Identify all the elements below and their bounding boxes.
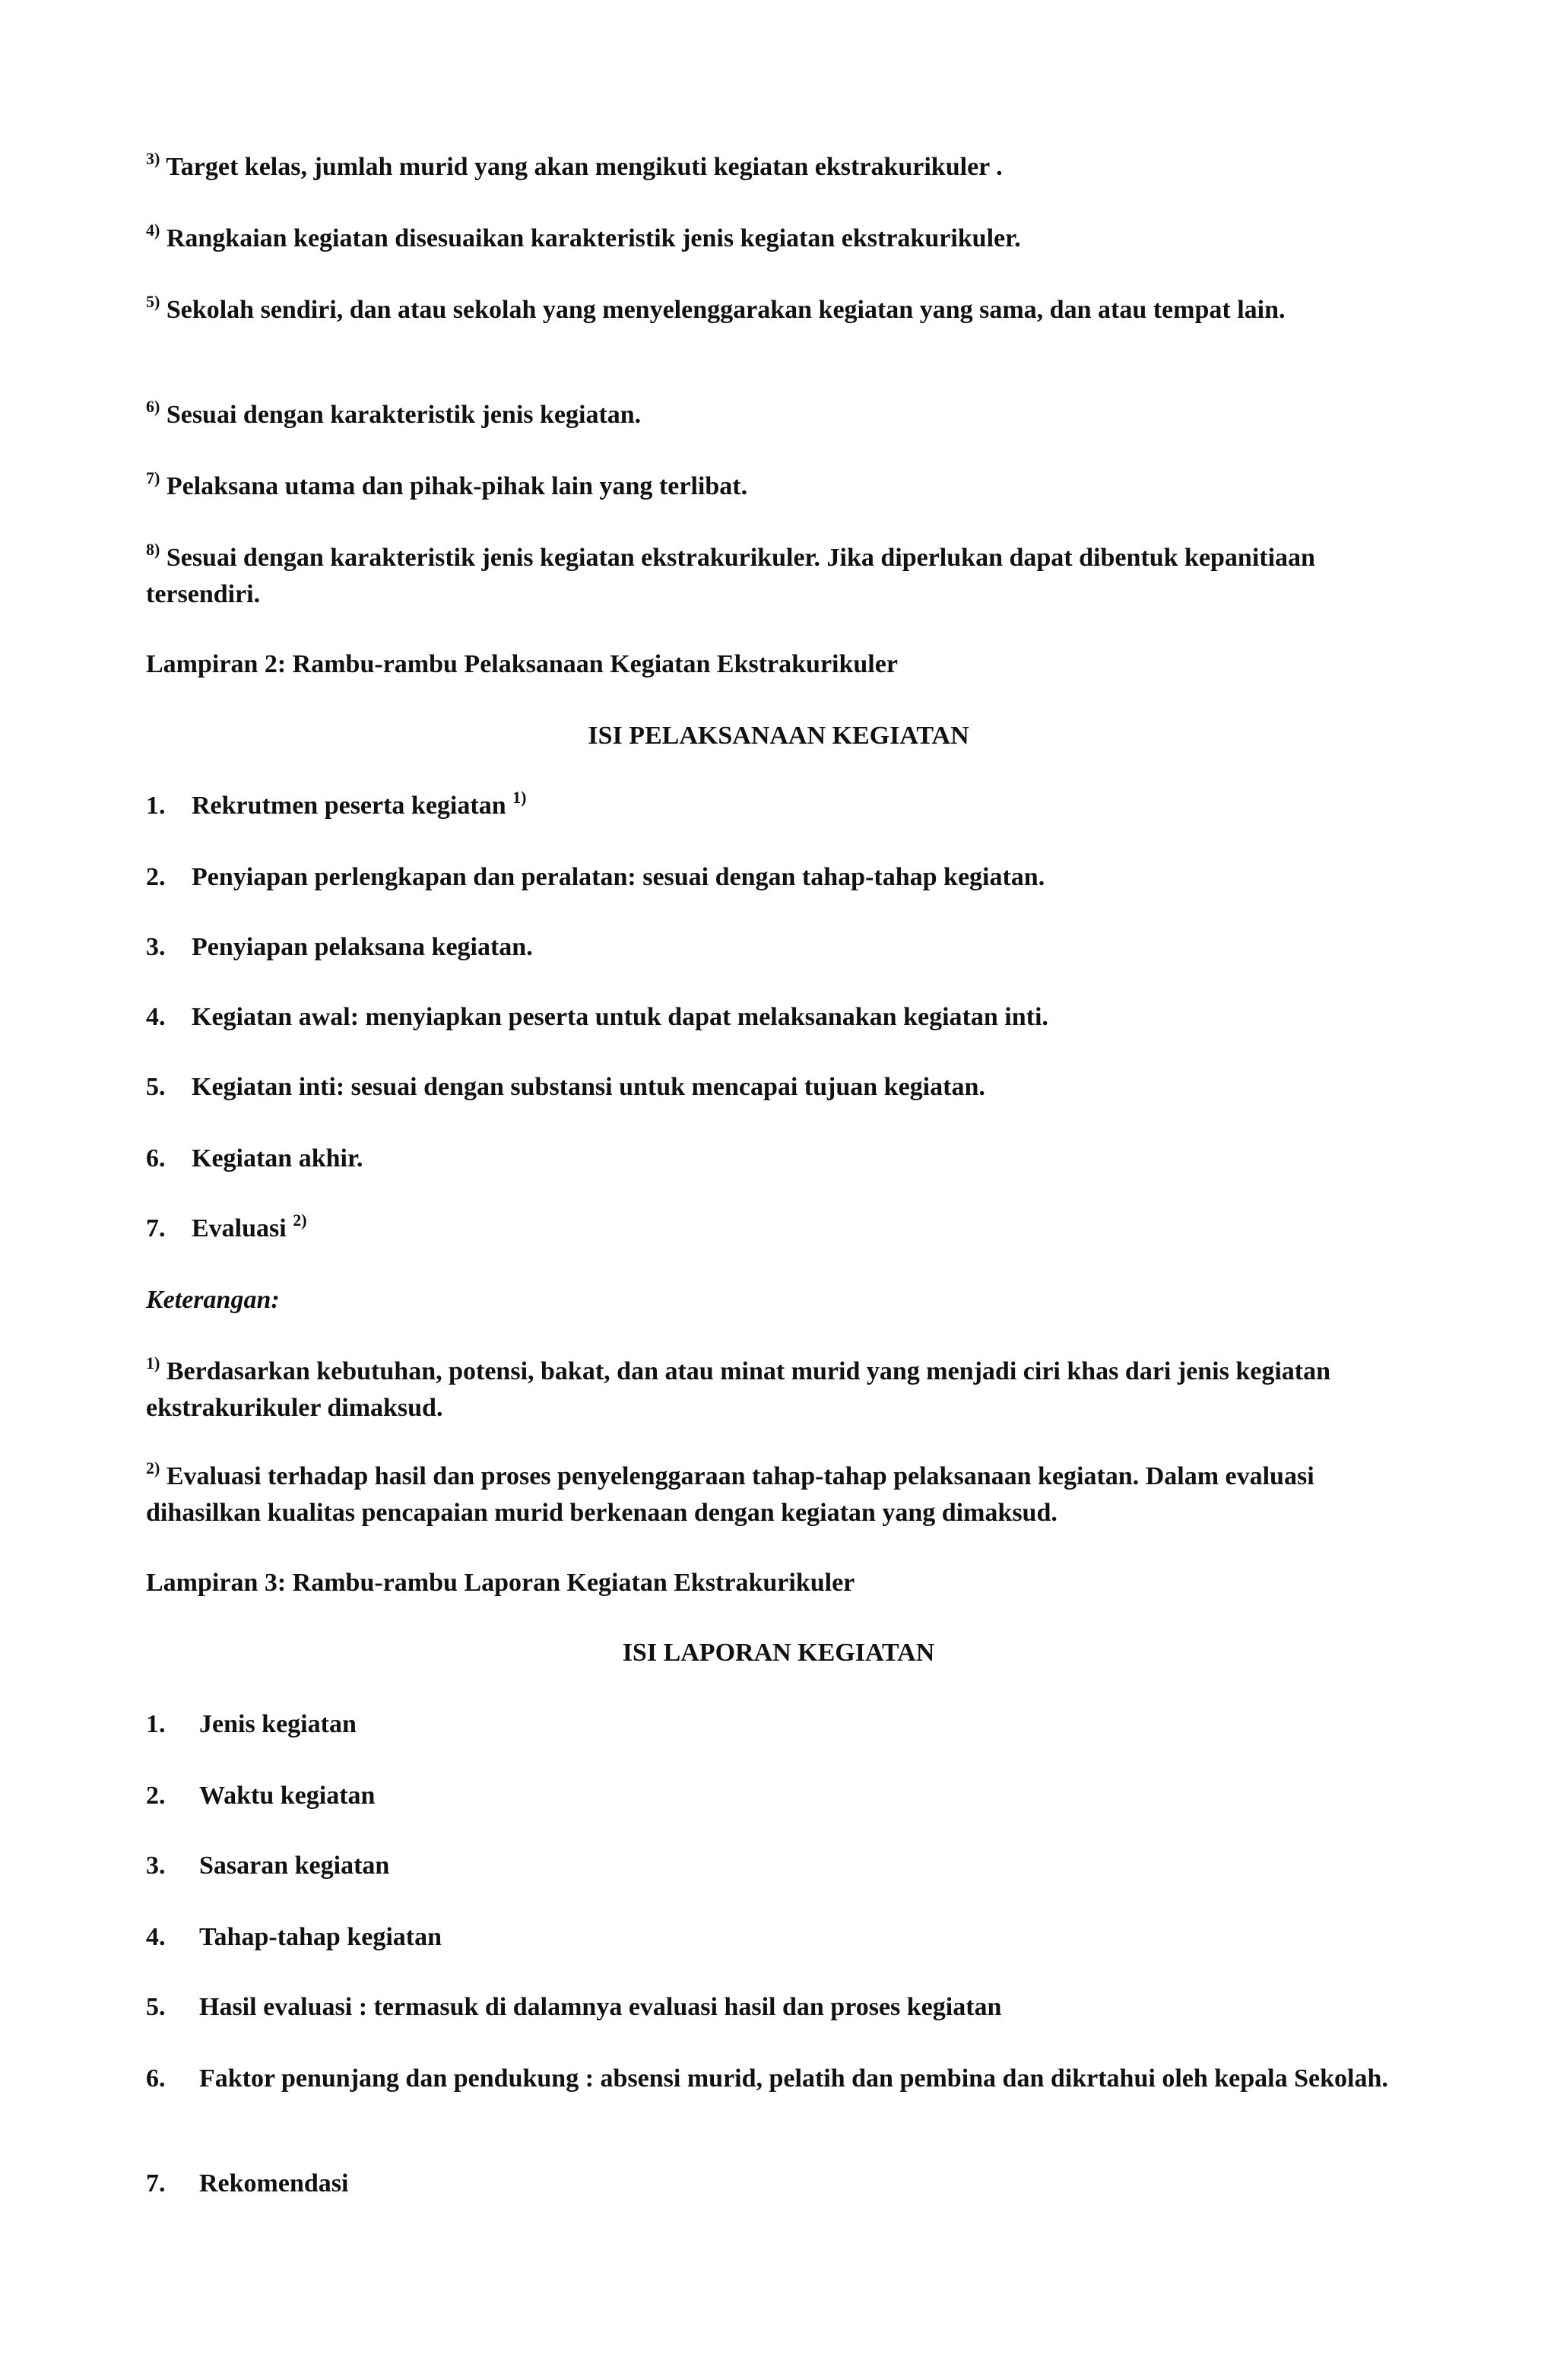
lampiran-2-title: ISI PELAKSANAAN KEGIATAN <box>588 722 969 750</box>
note-3 <box>146 149 1423 186</box>
note-text: Rangkaian kegiatan disesuaikan karakteristik jenis kegiatan ekstrakurikuler. <box>166 224 1021 252</box>
note-7 <box>146 468 1423 505</box>
laporan-item-4 <box>146 1919 1423 1956</box>
item-text: Penyiapan perlengkapan dan peralatan: sesuai dengan tahap-tahap kegiatan. <box>192 863 1045 891</box>
lampiran-3-heading: Lampiran 3: Rambu-rambu Laporan Kegiatan Ekstrakurikuler <box>146 1569 855 1597</box>
laporan-item-2 <box>146 1778 1423 1814</box>
item-text: Kegiatan akhir. <box>192 1144 363 1173</box>
note-marker: 2) <box>146 1458 160 1477</box>
item-number: 1. <box>146 792 166 820</box>
pelaksanaan-item-1 <box>146 788 1423 824</box>
item-number: 4. <box>146 1003 166 1031</box>
item-text: Hasil evaluasi : termasuk di dalamnya evaluasi hasil dan proses kegiatan <box>199 1993 1002 2021</box>
item-text: Kegiatan inti: sesuai dengan substansi untuk mencapai tujuan kegiatan. <box>192 1073 985 1101</box>
note-4 <box>146 221 1423 257</box>
note-text: Sekolah sendiri, dan atau sekolah yang menyelenggarakan kegiatan yang sama, dan atau tempat lain. <box>166 296 1286 324</box>
item-text: Rekrutmen peserta kegiatan <box>192 792 506 820</box>
note-marker: 6) <box>146 396 160 416</box>
pelaksanaan-item-6 <box>146 1141 1423 1177</box>
laporan-item-1 <box>146 1706 1423 1743</box>
note-marker: 8) <box>146 539 160 559</box>
item-number: 5. <box>146 1993 166 2021</box>
pelaksanaan-item-2 <box>146 859 1423 896</box>
item-number: 1. <box>146 1710 166 1738</box>
note-marker: 3) <box>146 148 160 168</box>
item-number: 6. <box>146 2064 166 2093</box>
item-text: Waktu kegiatan <box>199 1782 376 1810</box>
item-text: Faktor penunjang dan pendukung : absensi murid, pelatih dan pembina dan dikrtahui oleh kepala Sekolah. <box>199 2064 1388 2093</box>
note-6 <box>146 397 1423 433</box>
item-marker: 2) <box>293 1210 307 1230</box>
item-number: 3. <box>146 1852 166 1880</box>
item-number: 2. <box>146 1782 166 1810</box>
lampiran-2-heading: Lampiran 2: Rambu-rambu Pelaksanaan Kegiatan Ekstrakurikuler <box>146 650 898 678</box>
laporan-item-5 <box>146 1989 1423 2026</box>
pelaksanaan-item-4 <box>146 999 1423 1036</box>
item-marker: 1) <box>512 787 527 807</box>
item-text: Evaluasi <box>192 1214 287 1242</box>
item-text: Tahap-tahap kegiatan <box>199 1923 442 1951</box>
item-number: 3. <box>146 933 166 961</box>
note-marker: 1) <box>146 1353 160 1372</box>
keterangan-label: Keterangan: <box>146 1286 280 1314</box>
laporan-item-6 <box>146 2061 1423 2097</box>
note-8 <box>146 540 1423 613</box>
laporan-item-7 <box>146 2166 1423 2202</box>
item-text: Jenis kegiatan <box>199 1710 357 1738</box>
item-text: Rekomendasi <box>199 2169 349 2198</box>
item-number: 7. <box>146 1214 166 1242</box>
note-text: Sesuai dengan karakteristik jenis kegiatan. <box>166 401 642 429</box>
keterangan-note-2 <box>146 1458 1423 1531</box>
item-number: 2. <box>146 863 166 891</box>
note-text: Target kelas, jumlah murid yang akan mengikuti kegiatan ekstrakurikuler . <box>166 153 1003 181</box>
keterangan-note-1 <box>146 1353 1423 1426</box>
item-number: 5. <box>146 1073 166 1101</box>
laporan-item-3 <box>146 1848 1423 1884</box>
pelaksanaan-item-7 <box>146 1211 1423 1247</box>
item-text: Penyiapan pelaksana kegiatan. <box>192 933 533 961</box>
item-number: 6. <box>146 1144 166 1173</box>
note-text: Sesuai dengan karakteristik jenis kegiatan ekstrakurikuler. Jika diperlukan dapat dibentuk kepanitiaan tersendiri. <box>146 544 1315 608</box>
note-marker: 4) <box>146 220 160 240</box>
item-number: 4. <box>146 1923 166 1951</box>
item-text: Sasaran kegiatan <box>199 1852 390 1880</box>
lampiran-3-title: ISI LAPORAN KEGIATAN <box>622 1639 935 1667</box>
note-text: Berdasarkan kebutuhan, potensi, bakat, dan atau minat murid yang menjadi ciri khas dari jenis kegiatan ekstrakurikuler dimaksud. <box>146 1357 1331 1422</box>
item-number: 7. <box>146 2169 166 2198</box>
note-text: Pelaksana utama dan pihak-pihak lain yang terlibat. <box>166 472 748 500</box>
note-text: Evaluasi terhadap hasil dan proses penyelenggaraan tahap-tahap pelaksanaan kegiatan. Dalam evaluasi dihasilkan kualitas pencapaian murid berkenaan dengan kegiatan yang dimaksud. <box>146 1462 1314 1527</box>
pelaksanaan-item-3 <box>146 929 1423 966</box>
note-marker: 7) <box>146 468 160 487</box>
note-5 <box>146 292 1423 328</box>
pelaksanaan-item-5 <box>146 1069 1423 1106</box>
note-marker: 5) <box>146 291 160 311</box>
item-text: Kegiatan awal: menyiapkan peserta untuk dapat melaksanakan kegiatan inti. <box>192 1003 1048 1031</box>
